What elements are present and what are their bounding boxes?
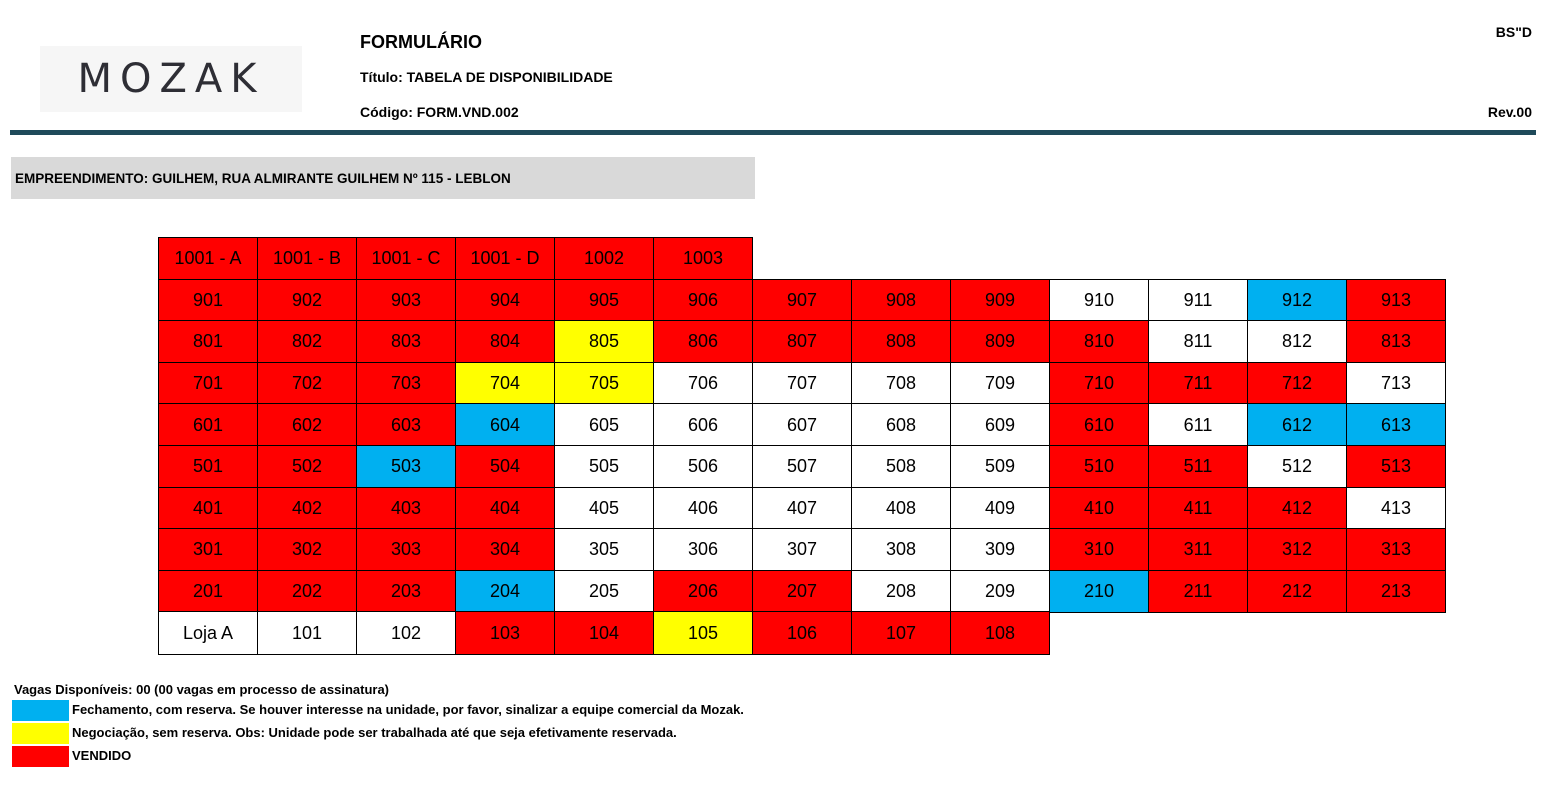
unit-cell: 901 (158, 279, 258, 323)
unit-cell: 703 (356, 362, 456, 406)
unit-cell: 806 (653, 320, 753, 364)
unit-cell: 506 (653, 445, 753, 489)
unit-cell: 811 (1148, 320, 1248, 364)
legend-swatch (12, 723, 69, 744)
table-row (158, 237, 1445, 279)
table-row (158, 611, 1445, 653)
legend-label: Fechamento, com reserva. Se houver interesse na unidade, por favor, sinalizar a equipe comercial da Mozak. (72, 702, 744, 717)
unit-cell: 409 (950, 487, 1050, 531)
unit-cell: 305 (554, 528, 654, 572)
unit-cell: 311 (1148, 528, 1248, 572)
unit-cell: 301 (158, 528, 258, 572)
unit-cell: 904 (455, 279, 555, 323)
unit-cell: 713 (1346, 362, 1446, 406)
unit-cell: 906 (653, 279, 753, 323)
unit-cell: 706 (653, 362, 753, 406)
unit-cell: 303 (356, 528, 456, 572)
unit-cell: 402 (257, 487, 357, 531)
unit-cell: Loja A (158, 611, 258, 655)
unit-cell: 510 (1049, 445, 1149, 489)
unit-cell: 1001 - C (356, 237, 456, 281)
table-row (158, 279, 1445, 321)
unit-cell: 213 (1346, 570, 1446, 614)
unit-cell: 401 (158, 487, 258, 531)
unit-cell: 1001 - D (455, 237, 555, 281)
unit-cell: 606 (653, 403, 753, 447)
unit-cell: 609 (950, 403, 1050, 447)
unit-cell: 503 (356, 445, 456, 489)
unit-cell: 413 (1346, 487, 1446, 531)
unit-cell: 412 (1247, 487, 1347, 531)
unit-cell: 408 (851, 487, 951, 531)
table-row (158, 403, 1445, 445)
table-row (158, 528, 1445, 570)
unit-cell: 509 (950, 445, 1050, 489)
unit-cell: 604 (455, 403, 555, 447)
unit-cell: 711 (1148, 362, 1248, 406)
unit-cell: 501 (158, 445, 258, 489)
unit-cell: 909 (950, 279, 1050, 323)
unit-cell: 608 (851, 403, 951, 447)
form-code: Código: FORM.VND.002 (360, 104, 519, 120)
unit-cell: 410 (1049, 487, 1149, 531)
unit-cell: 1001 - A (158, 237, 258, 281)
unit-cell: 602 (257, 403, 357, 447)
unit-cell: 908 (851, 279, 951, 323)
unit-cell: 712 (1247, 362, 1347, 406)
unit-cell: 313 (1346, 528, 1446, 572)
unit-cell: 307 (752, 528, 852, 572)
unit-cell: 803 (356, 320, 456, 364)
unit-cell: 312 (1247, 528, 1347, 572)
unit-cell: 106 (752, 611, 852, 655)
unit-cell: 406 (653, 487, 753, 531)
unit-cell: 403 (356, 487, 456, 531)
unit-cell: 911 (1148, 279, 1248, 323)
unit-cell: 206 (653, 570, 753, 614)
unit-cell: 204 (455, 570, 555, 614)
unit-cell: 601 (158, 403, 258, 447)
table-row (158, 320, 1445, 362)
header-divider (10, 130, 1536, 135)
unit-cell: 809 (950, 320, 1050, 364)
unit-cell: 404 (455, 487, 555, 531)
unit-cell: 103 (455, 611, 555, 655)
unit-cell: 1002 (554, 237, 654, 281)
unit-cell: 107 (851, 611, 951, 655)
project-banner (11, 157, 755, 199)
unit-cell: 801 (158, 320, 258, 364)
unit-cell: 707 (752, 362, 852, 406)
unit-cell: 508 (851, 445, 951, 489)
unit-cell: 704 (455, 362, 555, 406)
unit-cell: 907 (752, 279, 852, 323)
unit-cell: 205 (554, 570, 654, 614)
unit-cell: 913 (1346, 279, 1446, 323)
table-row (158, 362, 1445, 404)
unit-cell: 610 (1049, 403, 1149, 447)
unit-cell: 705 (554, 362, 654, 406)
unit-cell: 513 (1346, 445, 1446, 489)
unit-cell: 607 (752, 403, 852, 447)
unit-cell: 812 (1247, 320, 1347, 364)
unit-cell: 1001 - B (257, 237, 357, 281)
unit-cell: 903 (356, 279, 456, 323)
table-row (158, 570, 1445, 612)
unit-cell: 701 (158, 362, 258, 406)
unit-cell: 202 (257, 570, 357, 614)
unit-cell: 108 (950, 611, 1050, 655)
table-row (158, 445, 1445, 487)
unit-cell: 807 (752, 320, 852, 364)
unit-cell: 910 (1049, 279, 1149, 323)
legend-label: VENDIDO (72, 748, 132, 763)
vacancies-text: Vagas Disponíveis: 00 (00 vagas em processo de assinatura) (14, 682, 390, 697)
unit-cell: 512 (1247, 445, 1347, 489)
unit-cell: 306 (653, 528, 753, 572)
unit-cell: 212 (1247, 570, 1347, 614)
unit-cell: 105 (653, 611, 753, 655)
unit-cell: 502 (257, 445, 357, 489)
unit-cell: 308 (851, 528, 951, 572)
legend-swatch (12, 746, 69, 767)
unit-cell: 309 (950, 528, 1050, 572)
unit-cell: 505 (554, 445, 654, 489)
unit-cell: 211 (1148, 570, 1248, 614)
unit-cell: 802 (257, 320, 357, 364)
unit-cell: 203 (356, 570, 456, 614)
logo (40, 46, 302, 112)
unit-cell: 302 (257, 528, 357, 572)
unit-cell: 912 (1247, 279, 1347, 323)
form-title: FORMULÁRIO (360, 32, 482, 52)
unit-cell: 702 (257, 362, 357, 406)
form-subtitle: Título: TABELA DE DISPONIBILIDADE (360, 69, 613, 85)
unit-cell: 304 (455, 528, 555, 572)
unit-cell: 808 (851, 320, 951, 364)
unit-cell: 407 (752, 487, 852, 531)
unit-cell: 102 (356, 611, 456, 655)
legend-label: Negociação, sem reserva. Obs: Unidade pode ser trabalhada até que seja efetivamente reservada. (72, 725, 677, 740)
unit-cell: 902 (257, 279, 357, 323)
availability-table (158, 237, 1445, 653)
unit-cell: 813 (1346, 320, 1446, 364)
revision: Rev.00 (1487, 104, 1532, 120)
unit-cell: 1003 (653, 237, 753, 281)
unit-cell: 210 (1049, 570, 1149, 614)
unit-cell: 104 (554, 611, 654, 655)
unit-cell: 504 (455, 445, 555, 489)
unit-cell: 804 (455, 320, 555, 364)
table-row (158, 487, 1445, 529)
unit-cell: 905 (554, 279, 654, 323)
unit-cell: 405 (554, 487, 654, 531)
project-title: EMPREENDIMENTO: GUILHEM, RUA ALMIRANTE GUILHEM Nº 115 - LEBLON (15, 170, 511, 186)
unit-cell: 611 (1148, 403, 1248, 447)
unit-cell: 612 (1247, 403, 1347, 447)
unit-cell: 310 (1049, 528, 1149, 572)
unit-cell: 810 (1049, 320, 1149, 364)
unit-cell: 201 (158, 570, 258, 614)
unit-cell: 208 (851, 570, 951, 614)
unit-cell: 411 (1148, 487, 1248, 531)
unit-cell: 605 (554, 403, 654, 447)
unit-cell: 511 (1148, 445, 1248, 489)
logo-text: MOZAK (77, 56, 265, 102)
doc-tag: BS"D (1495, 24, 1532, 40)
unit-cell: 507 (752, 445, 852, 489)
unit-cell: 805 (554, 320, 654, 364)
unit-cell: 101 (257, 611, 357, 655)
unit-cell: 710 (1049, 362, 1149, 406)
legend-swatch (12, 700, 69, 721)
unit-cell: 708 (851, 362, 951, 406)
unit-cell: 709 (950, 362, 1050, 406)
unit-cell: 613 (1346, 403, 1446, 447)
unit-cell: 603 (356, 403, 456, 447)
unit-cell: 207 (752, 570, 852, 614)
unit-cell: 209 (950, 570, 1050, 614)
